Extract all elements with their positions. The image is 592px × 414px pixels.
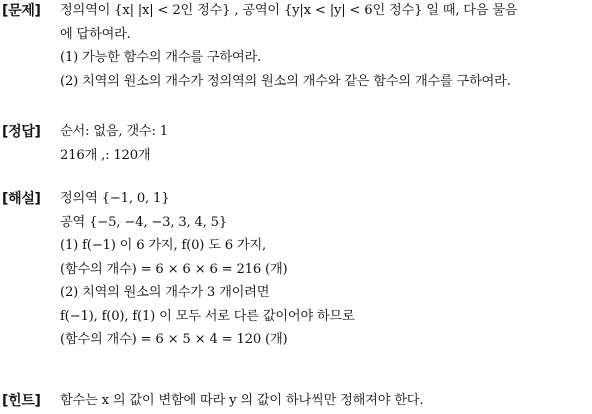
explanation-line: f(−1), f(0), f(1) 이 모두 서로 다른 값이어야 하므로 xyxy=(60,308,355,324)
answer-line: 216개 ,: 120개 xyxy=(60,147,151,163)
explanation-line: (함수의 개수) = 6 × 6 × 6 = 216 (개) xyxy=(60,261,288,277)
explanation-line: (함수의 개수) = 6 × 5 × 4 = 120 (개) xyxy=(60,332,288,347)
hint-line: 함수는 x 의 값이 변함에 따라 y 의 값이 하나씩만 정해져야 한다. xyxy=(60,393,424,408)
hint-label: [힌트] xyxy=(2,393,41,409)
answer-body xyxy=(60,121,588,168)
hint-body xyxy=(60,390,588,414)
explanation-line: (2) 치역의 원소의 개수가 3 개이려면 xyxy=(60,285,270,300)
answer-line: 순서: 없음, 갯수: 1 xyxy=(60,124,168,139)
explanation-line: (1) f(−1) 이 6 가지, f(0) 도 6 가지, xyxy=(60,238,266,253)
problem-line: (2) 치역의 원소의 개수가 정의역의 원소의 개수와 같은 함수의 개수를 구하여라. xyxy=(60,73,511,89)
problem-line: (1) 가능한 함수의 개수를 구하여라. xyxy=(60,50,262,65)
problem-label: [문제] xyxy=(2,3,41,19)
problem-line: 정의역이 {x| |x| < 2인 정수} , 공역이 {y|x < |y| < 6인 정수} 일 때, 다음 물음 xyxy=(60,3,518,18)
problem-line: 에 답하여라. xyxy=(60,26,131,42)
answer-label: [정답] xyxy=(2,124,41,140)
explanation-line: 정의역 {−1, 0, 1} xyxy=(60,191,170,206)
explanation-body xyxy=(60,188,588,353)
problem-body xyxy=(60,0,588,94)
explanation-line: 공역 {−5, −4, −3, 3, 4, 5} xyxy=(60,214,228,230)
explanation-label: [해설] xyxy=(2,191,41,207)
